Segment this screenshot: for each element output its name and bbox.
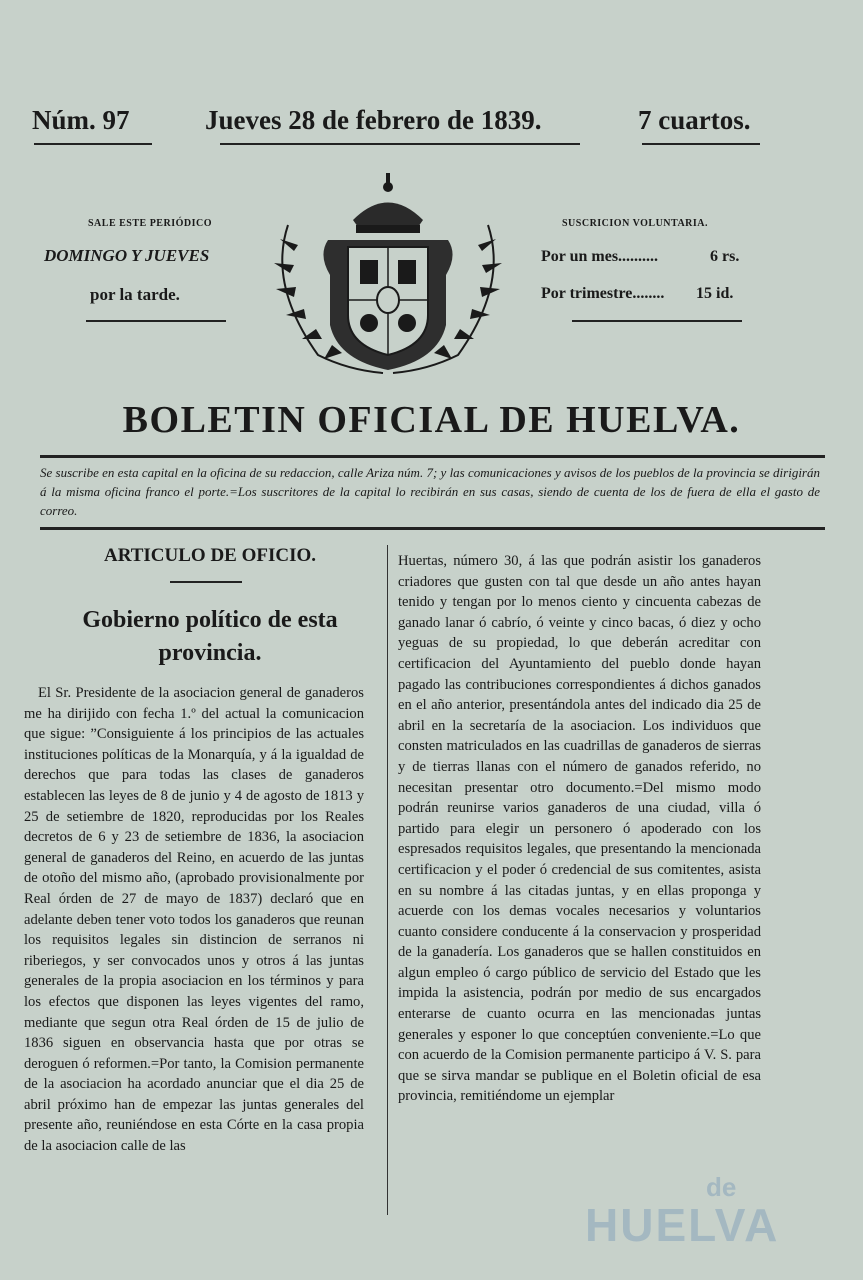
right-column-text: Huertas, número 30, á las que podrán asistir los ganaderos criadores que gusten con tal que desde un año antes hayan tenido y tengan por lo menos ciento y cincuenta cabezas de ganado lanar ó cabrío, ó veinte y cinco bacas, ó diez y ocho yeguas de su propiedad, lo que deberán acreditar con certificacion del Ayuntamiento del pueblo donde hayan pagado las contribuciones correspondientes á dichos ganados en el año anterior, presentándola antes del indicado dia 25 de abril en la secretaría de la asociacion. Los individuos que consten matriculados en las cuadrillas de ganaderos de sierras y de tierras llanas con el número de ganados referido, no necesitan presentar otro documento.=Del mismo modo podrán reunirse varios ganaderos de una ciudad, villa ó partido para elegir un personero ó apoderado con los espresados requisitos legales, que presentando la mencionada certificacion y el poder ó credencial de sus comitentes, asista en su nombre á las citadas juntas, y en ellas proponga y acuerde con los demas vocales necesarios y voluntarios cuanto considere conducente á la conservacion y prosperidad de la ganadería. Los ganaderos que se hallen constituidos en algun empleo ó cargo público de servicio del Estado que les impida la asistencia, podrán por medio de sus encargados enterarse de cuanto ocurra en las mencionadas juntas generales y esponer lo que conceptúen conveniente.=Lo que con acuerdo de la Comision permanente participo á V. S. para que se sirva mandar se publique en el Boletin oficial de esa provincia, remitiéndome un ejemplar	[398, 553, 761, 1105]
column-divider	[387, 545, 388, 1215]
left-column	[24, 683, 364, 1157]
header-rule-center	[220, 143, 580, 145]
month-label: Por un mes..........	[541, 248, 659, 265]
month-price: 6 rs.	[710, 248, 740, 265]
issue-number: Núm. 97	[32, 105, 130, 135]
article-heading: Gobierno político de esta provincia.	[82, 607, 338, 666]
issue-date: Jueves 28 de febrero de 1839.	[205, 105, 542, 135]
masthead-title: BOLETIN OFICIAL DE HUELVA.	[122, 399, 741, 441]
section-title: ARTICULO DE OFICIO.	[103, 545, 317, 566]
publication-days-label: SALE ESTE PERIÓDICO	[88, 218, 212, 229]
subscription-label: SUSCRICION VOLUNTARIA.	[562, 218, 709, 229]
watermark-de: de	[706, 1172, 737, 1202]
left-column-text: El Sr. Presidente de la asociacion general de ganaderos me ha dirijido con fecha 1.º del actual la comunicacion que sigue: ”Consiguiente á los principios de las actuales instituciones políticas de la Monarquía, y á la igualdad de derechos que para todas las clases de ganaderos establecen las leyes de 8 de junio y 4 de agosto de 1813 y 25 de setiembre de 1820, reproducidas por los Reales decretos de 6 y 23 de setiembre de 1836, la asociacion general de ganaderos del Reino, en acuerdo de las juntas de otoño del mismo año, (aprobado provisionalmente por Real órden de 27 de mayo de 1837) declaró que en adelante deben tener voto todos los ganaderos que reunan los requisitos legales sin distincion de serranos ni riberiegos, y ser convocados unos y otros á las juntas generales de la propia asociacion en los términos y para los efectos que disponen las leyes vigentes del ramo, mediante que segun otra Real órden de 15 de julio de 1836 siguen en observancia hasta que por otras se deroguen ó reformen.=Por tanto, la Comision permanente de la asociacion ha acordado anunciar que el dia 25 de abril próximo han de empezar las juntas generales del presente año, reuniéndose en esta Córte en la casa propia de la asociacion calle de las	[24, 685, 364, 1155]
subscription-notice: Se suscribe en esta capital en la oficina de su redaccion, calle Ariza núm. 7; y las comunicaciones y avisos de los pueblos de la provincia se dirigirán á la misma oficina franco el porte.=Los suscritores de la capital lo recibirán en sus casas, siendo de cuenta de los de fuera de ella el gasto de correo.	[40, 465, 820, 518]
issue-price: 7 cuartos.	[638, 105, 751, 135]
watermark-huelva: HUELVA	[585, 1199, 780, 1251]
trimester-label: Por trimestre........	[541, 285, 665, 302]
publication-days: DOMINGO Y JUEVES	[44, 246, 210, 265]
right-column	[398, 551, 761, 1107]
coat-of-arms-emblem	[258, 165, 518, 380]
left-box-rule	[86, 320, 226, 322]
header-rule-left	[34, 143, 152, 145]
notice-rule	[40, 527, 825, 530]
publication-time: por la tarde.	[90, 285, 180, 304]
right-box-rule	[572, 320, 742, 322]
header-rule-right	[642, 143, 760, 145]
masthead-rule	[40, 455, 825, 458]
section-rule	[170, 581, 242, 583]
trimester-price: 15 id.	[696, 285, 734, 302]
